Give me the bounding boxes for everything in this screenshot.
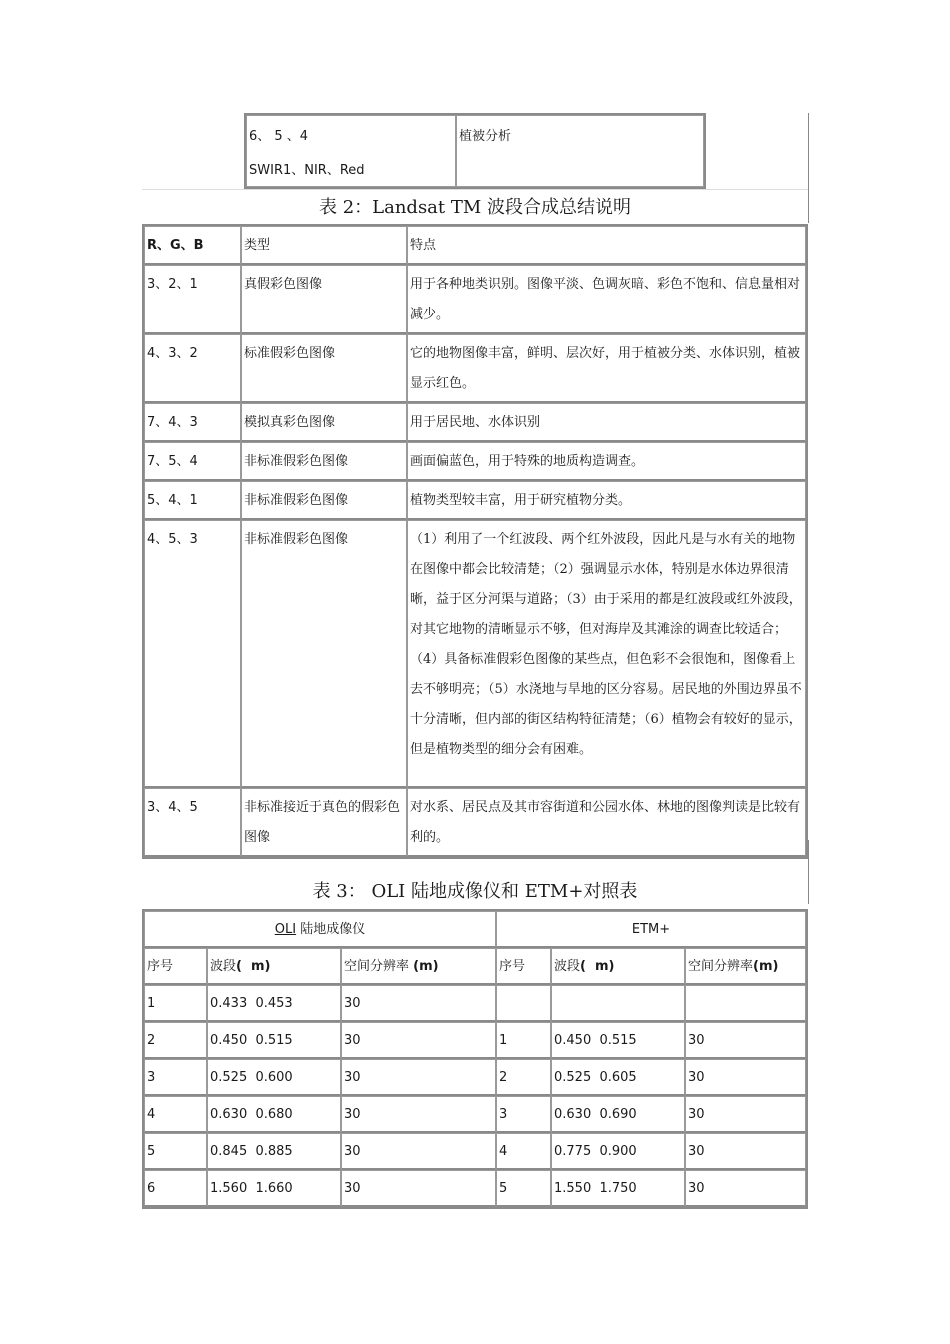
etm-seq-cell: 3: [496, 1096, 551, 1133]
oli-res-cell: 30: [341, 1133, 496, 1170]
oli-band-cell: 0.630 0.680: [207, 1096, 341, 1133]
group-etm-header: ETM+: [496, 911, 806, 948]
oli-seq-cell: 2: [144, 1022, 207, 1059]
oli-seq-cell: 1: [144, 985, 207, 1022]
band-label: 波段: [210, 959, 237, 974]
oli-res-cell: 30: [341, 1170, 496, 1207]
oli-band-cell: 0.525 0.600: [207, 1059, 341, 1096]
feature-cell: 用于各种地类识别。图像平淡、色调灰暗、彩色不饱和、信息量相对减少。: [407, 265, 806, 334]
oli-band-cell: 0.450 0.515: [207, 1022, 341, 1059]
band-unit: ( m): [236, 959, 271, 974]
etm-res-cell: 30: [685, 1170, 806, 1207]
rgb-cell: 4、5、3: [144, 520, 241, 788]
header-type: 类型: [241, 226, 407, 265]
rgb-cell: 7、5、4: [144, 442, 241, 481]
table-header-row: [144, 226, 806, 265]
type-cell: 非标准假彩色图像: [241, 481, 407, 520]
etm-seq-header: 序号: [496, 948, 551, 985]
right-border-line: [808, 113, 809, 223]
feature-cell: 画面偏蓝色，用于特殊的地质构造调查。: [407, 442, 806, 481]
oli-seq-cell: 5: [144, 1133, 207, 1170]
oli-seq-header: 序号: [144, 948, 207, 985]
etm-res-cell: 30: [685, 1022, 806, 1059]
table-row: [144, 1096, 806, 1133]
table2-caption: 表 2：Landsat TM 波段合成总结说明: [318, 197, 632, 218]
oli-seq-cell: 6: [144, 1170, 207, 1207]
etm-seq-cell: 2: [496, 1059, 551, 1096]
top-fragment-table: [244, 113, 706, 189]
band-combo-names: SWIR1、NIR、Red: [249, 163, 365, 178]
feature-cell: 对水系、居民点及其市容街道和公园水体、林地的图像判读是比较有利的。: [407, 788, 806, 857]
etm-band-header: [551, 948, 685, 985]
etm-res-header: [685, 948, 806, 985]
type-cell: 非标准接近于真色的假彩色图像: [241, 788, 407, 857]
table-row: [144, 1059, 806, 1096]
rgb-cell: 5、4、1: [144, 481, 241, 520]
table-row: [144, 403, 806, 442]
table-row: [144, 334, 806, 403]
rgb-cell: 3、4、5: [144, 788, 241, 857]
band-combo-numbers: 6、 5 、4: [249, 129, 309, 144]
etm-res-cell: 30: [685, 1133, 806, 1170]
type-cell: 非标准假彩色图像: [241, 520, 407, 788]
etm-band-cell: 0.775 0.900: [551, 1133, 685, 1170]
etm-band-cell: 0.525 0.605: [551, 1059, 685, 1096]
subheader-row: [144, 948, 806, 985]
rgb-cell: 7、4、3: [144, 403, 241, 442]
etm-band-cell: 0.450 0.515: [551, 1022, 685, 1059]
oli-res-cell: 30: [341, 985, 496, 1022]
type-cell: 真假彩色图像: [241, 265, 407, 334]
etm-seq-cell: 1: [496, 1022, 551, 1059]
etm-seq-cell: 4: [496, 1133, 551, 1170]
etm-res-cell: 30: [685, 1096, 806, 1133]
table-row: [144, 442, 806, 481]
etm-res-cell: 30: [685, 1059, 806, 1096]
oli-label: OLI: [274, 922, 297, 937]
oli-res-cell: 30: [341, 1096, 496, 1133]
feature-cell: （1）利用了一个红波段、两个红外波段，因此凡是与水有关的地物在图像中都会比较清楚；（2）强调显示水体，特别是水体边界很清晰，益于区分河渠与道路；（3）由于采用的都是红波段或红外波段，对其它地物的清晰显示不够，但对海岸及其滩涂的调查比较适合；（4）具备标准假彩色图像的某些点，但色彩不会很饱和，图像看上去不够明亮；（5）水浇地与旱地的区分容易。居民地的外围边界虽不十分清晰，但内部的街区结构特征清楚；（6）植物会有较好的显示，但是植物类型的细分会有困难。: [407, 520, 806, 788]
oli-band-cell: 1.560 1.660: [207, 1170, 341, 1207]
oli-suffix: 陆地成像仪: [296, 922, 366, 937]
table-row: [144, 1170, 806, 1207]
oli-res-header: [341, 948, 496, 985]
table3-caption: 表 3： OLI 陆地成像仪和 ETM+对照表: [312, 881, 638, 902]
oli-etm-comparison-table: [142, 909, 808, 1209]
header-rgb: R、G、B: [144, 226, 241, 265]
rgb-cell: 4、3、2: [144, 334, 241, 403]
feature-cell: 用于居民地、水体识别: [407, 403, 806, 442]
etm-seq-cell: [496, 985, 551, 1022]
band-use-cell: 植被分析: [456, 115, 704, 187]
etm-band-cell: 1.550 1.750: [551, 1170, 685, 1207]
band-label: 波段: [554, 959, 581, 974]
res-unit: (m): [753, 959, 779, 974]
header-feature: 特点: [407, 226, 806, 265]
res-label: 空间分辨率: [344, 959, 410, 974]
etm-band-cell: 0.630 0.690: [551, 1096, 685, 1133]
type-cell: 非标准假彩色图像: [241, 442, 407, 481]
oli-band-cell: 0.845 0.885: [207, 1133, 341, 1170]
type-cell: 标准假彩色图像: [241, 334, 407, 403]
group-header-row: [144, 911, 806, 948]
oli-band-cell: 0.433 0.453: [207, 985, 341, 1022]
etm-res-cell: [685, 985, 806, 1022]
band-unit: ( m): [580, 959, 615, 974]
oli-seq-cell: 3: [144, 1059, 207, 1096]
band-combo-cell: [246, 115, 456, 187]
res-unit: (m): [413, 959, 439, 974]
table-row: [144, 265, 806, 334]
right-border-line: [808, 840, 809, 904]
oli-band-header: [207, 948, 341, 985]
feature-cell: 它的地物图像丰富，鲜明、层次好，用于植被分类、水体识别，植被显示红色。: [407, 334, 806, 403]
res-label: 空间分辨率: [688, 959, 754, 974]
rgb-cell: 3、2、1: [144, 265, 241, 334]
tm-band-combination-table: [142, 224, 808, 859]
etm-seq-cell: 5: [496, 1170, 551, 1207]
oli-res-cell: 30: [341, 1059, 496, 1096]
type-cell: 模拟真彩色图像: [241, 403, 407, 442]
table-row: [144, 985, 806, 1022]
group-oli-header: [144, 911, 496, 948]
feature-cell: 植物类型较丰富，用于研究植物分类。: [407, 481, 806, 520]
etm-band-cell: [551, 985, 685, 1022]
oli-res-cell: 30: [341, 1022, 496, 1059]
oli-seq-cell: 4: [144, 1096, 207, 1133]
table-row: [144, 1022, 806, 1059]
table-row: [144, 1133, 806, 1170]
table-row: [144, 481, 806, 520]
table-row: [144, 520, 806, 788]
